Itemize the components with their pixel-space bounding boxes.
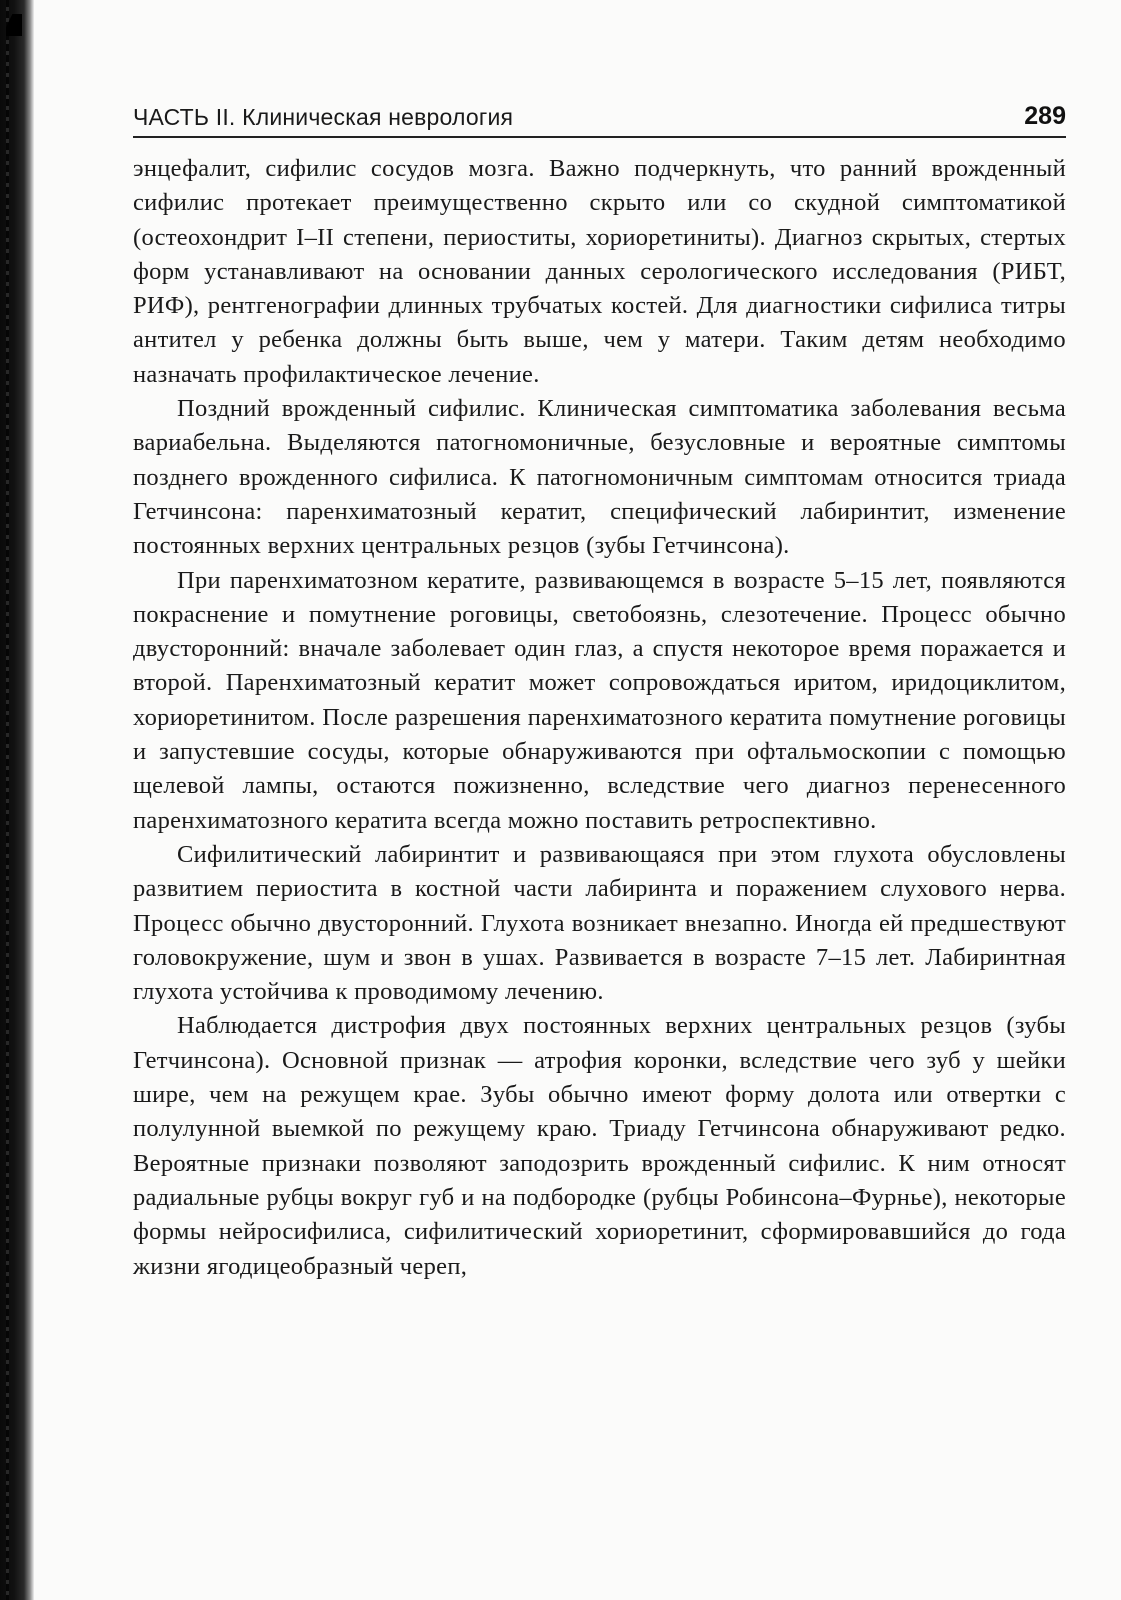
paragraph-labyrinthitis: Сифилитический лабиринтит и развивающаяся при этом глухота обусловлены развитием периостита в костной части лабиринта и поражением слухового нерва. Процесс обычно двусторонний. Глухота возникает внезапно. Иногда ей предшествуют головокружение, шум и звон в ушах. Развивается в возрасте 7–15 лет. Лабиринтная глухота устойчива к проводимому лечению. xyxy=(133,840,1066,1006)
paragraph-parenchymal-keratitis: При паренхиматозном кератите, развивающемся в возрасте 5–15 лет, появляются покраснение и помутнение роговицы, светобоязнь, слезотечение. Процесс обычно двусторонний: вначале заболевает один глаз, а спустя некоторое время поражается и второй. Паренхиматозный кератит может сопровождаться иритом, иридоциклитом, хориоретинитом. После разрешения паренхиматозного кератита помутнение роговицы и запустевшие сосуды, которые обнаруживаются при офтальмоскопии с помощью щелевой лампы, остаются пожизненно, вследствие чего диагноз перенесенного паренхиматозного кератита всегда можно поставить ретроспективно. xyxy=(133,566,1066,834)
body-text xyxy=(133,152,1066,1284)
paragraph-late-congenital-syphilis: Поздний врожденный сифилис. Клиническая симптоматика заболевания весьма вариабельна. Выделяются патогномоничные, безусловные и вероятные симптомы позднего врожденного сифилиса. К патогномоничным симптомам относится триада Гетчинсона: паренхиматозный кератит, специфический лабиринтит, изменение постоянных верхних центральных резцов (зубы Гетчинсона). xyxy=(133,395,1066,560)
paragraph-continuation: энцефалит, сифилис сосудов мозга. Важно подчеркнуть, что ранний врожденный сифилис протекает преимущественно скрыто или со скудной симптоматикой (остеохондрит I–II степени, периоститы, хориоретиниты). Диагноз скрытых, стертых форм устанавливают на основании данных серологического исследования (РИБТ, РИФ), рентгенографии длинных трубчатых костей. Для диагностики сифилиса титры антител у ребенка должны быть выше, чем у матери. Таким детям необходимо назначать профилактическое лечение. xyxy=(133,155,1066,388)
scan-binding-edge xyxy=(0,0,34,1600)
paragraph-hutchinson-teeth: Наблюдается дистрофия двух постоянных верхних центральных резцов (зубы Гетчинсона). Основной признак — атрофия коронки, вследствие чего зуб у шейки шире, чем на режущем крае. Зубы обычно имеют форму долота или отвертки с полулунной выемкой по режущему краю. Триаду Гетчинсона обнаруживают редко. Вероятные признаки позволяют заподозрить врожденный сифилис. К ним относят радиальные рубцы вокруг губ и на подбородке (рубцы Робинсона–Фурнье), некоторые формы нейросифилиса, сифилитический хориоретинит, сформировавшийся до года жизни ягодицеобразный череп, xyxy=(133,1012,1066,1280)
page-number: 289 xyxy=(1024,102,1066,130)
running-header xyxy=(133,100,1066,138)
running-title: ЧАСТЬ II. Клиническая неврология xyxy=(133,104,514,130)
